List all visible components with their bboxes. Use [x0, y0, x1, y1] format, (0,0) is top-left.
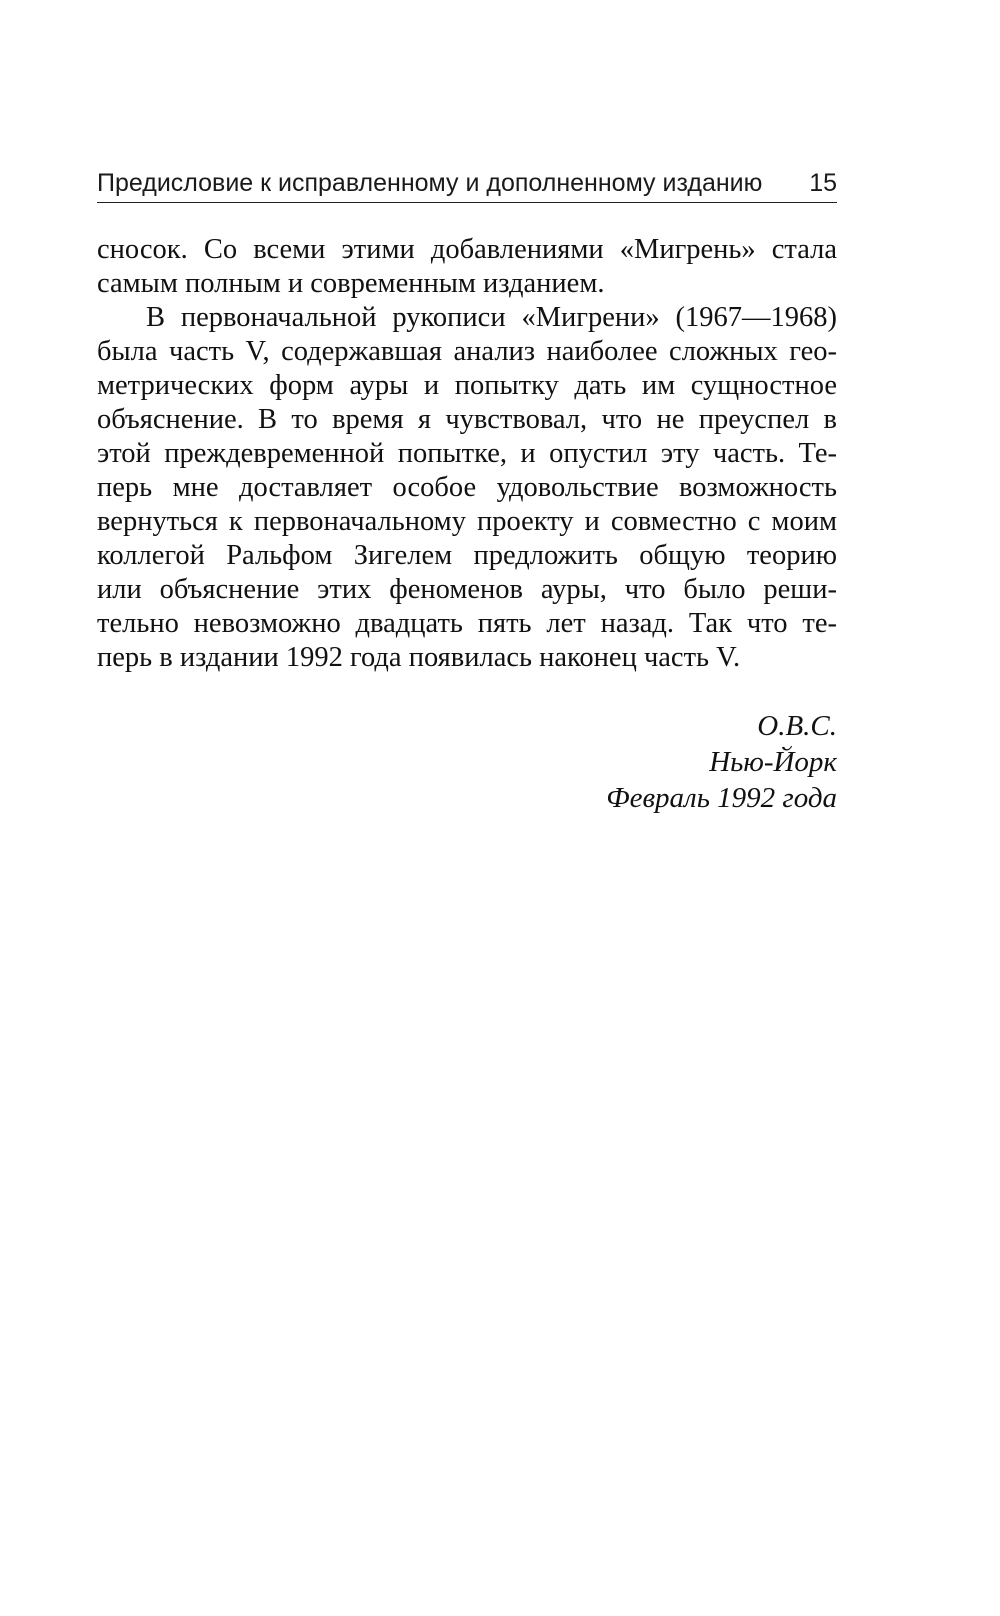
text-line: вернуться к первоначальному проекту и совместно с моим: [97, 506, 837, 537]
text-line: метрических форм ауры и попытку дать им сущностное: [97, 370, 837, 401]
running-header: [97, 166, 837, 203]
paragraph-start-line: В первоначальной рукописи «Мигрени» (1967—1968): [146, 302, 837, 333]
text-line: сносок. Со всеми этими добавлениями «Мигрень» стала: [97, 234, 837, 265]
text-line: самым полным и современным изданием.: [97, 268, 605, 299]
text-line: перь в издании 1992 года появилась наконец часть V.: [97, 642, 741, 673]
signature-block: [606, 708, 837, 816]
text-line: перь мне доставляет особое удовольствие возможность: [97, 472, 837, 503]
text-line: была часть V, содержавшая анализ наиболее сложных гео-: [97, 336, 837, 367]
page-number: 15: [809, 169, 837, 197]
body-text: [97, 233, 837, 675]
text-line: объяснение. В то время я чувствовал, что не преуспел в: [97, 404, 837, 435]
text-line: или объяснение этих феноменов ауры, что было реши-: [97, 574, 837, 605]
text-line: коллегой Ральфом Зигелем предложить общую теорию: [97, 540, 837, 571]
signature-city: Нью-Йорк: [709, 746, 837, 778]
signature-date: Февраль 1992 года: [606, 782, 837, 814]
text-line: этой преждевременной попытке, и опустил эту часть. Те-: [97, 438, 837, 469]
running-title: Предисловие к исправленному и дополненному изданию: [97, 169, 763, 197]
signature-initials: О.В.С.: [757, 710, 837, 742]
text-line: тельно невозможно двадцать пять лет назад. Так что те-: [97, 608, 837, 639]
